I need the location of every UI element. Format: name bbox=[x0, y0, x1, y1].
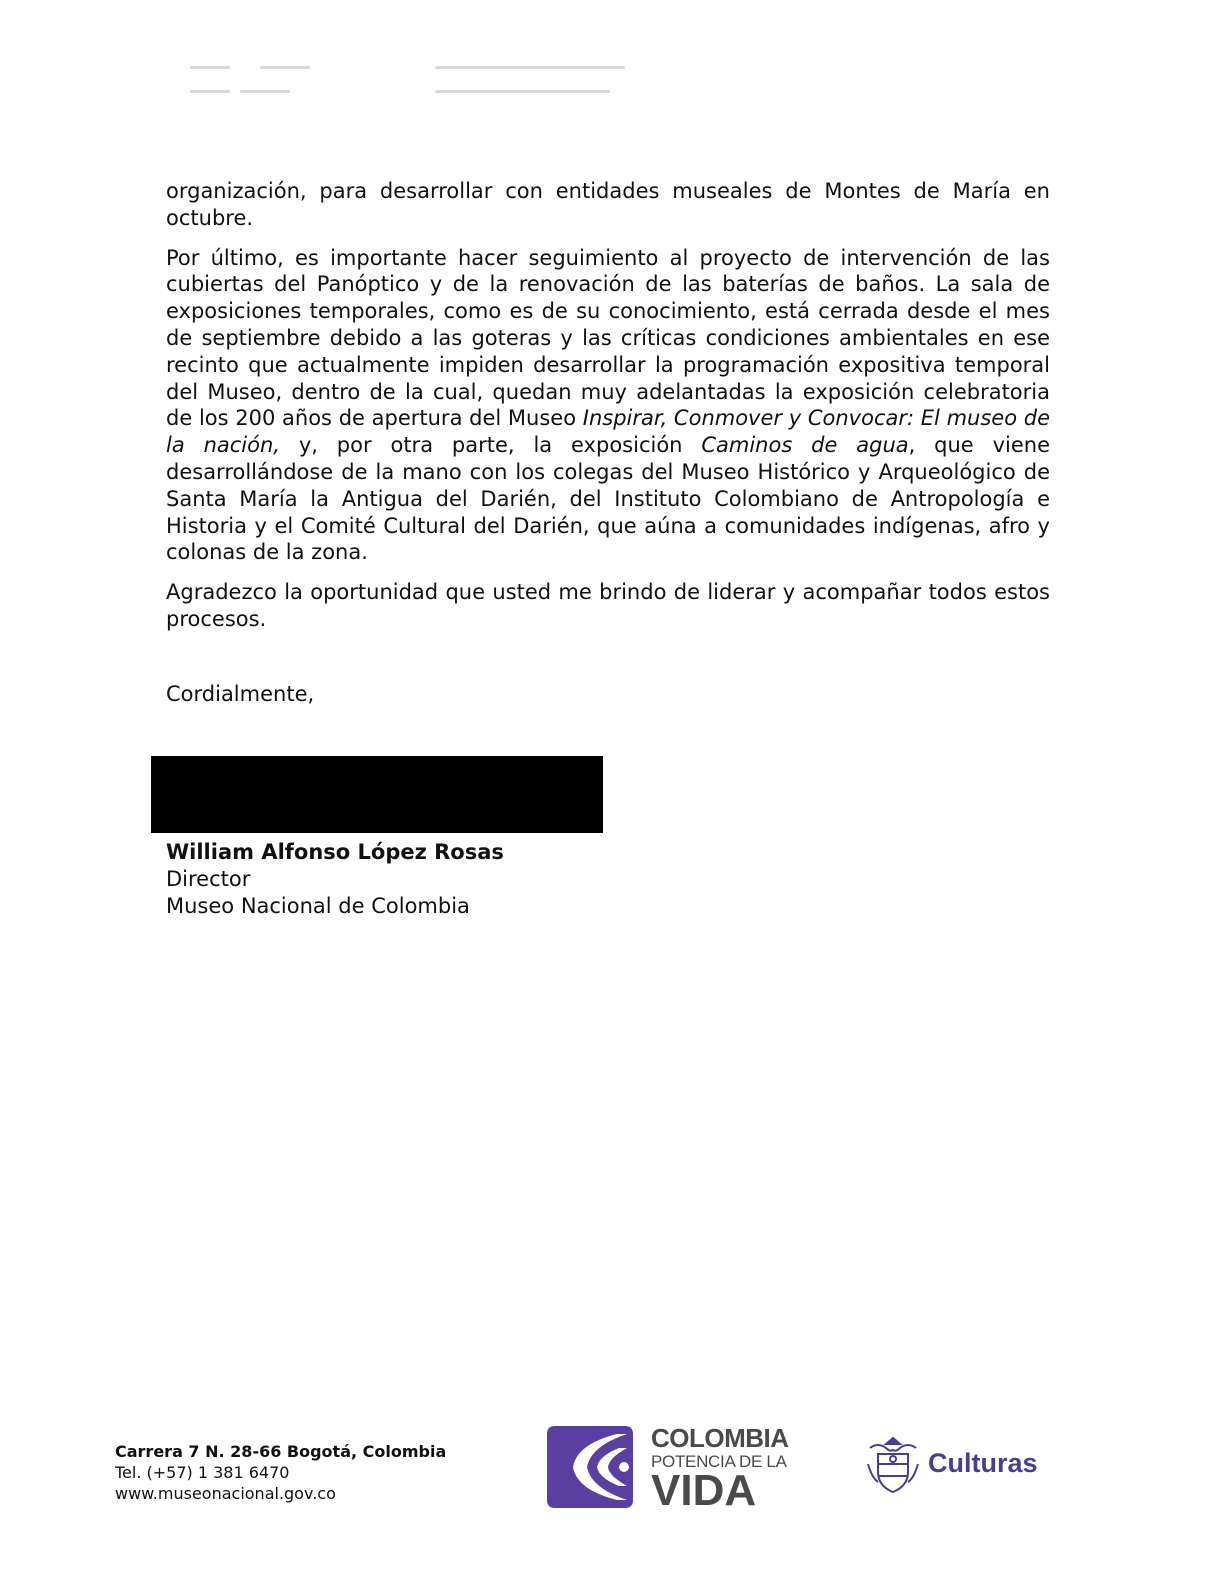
logo-line-potencia: POTENCIA DE LA bbox=[651, 1452, 787, 1471]
italic-title: Inspirar, Conmover y Convocar: El museo de la nación, bbox=[166, 406, 1050, 458]
colombia-potencia-logo bbox=[547, 1423, 789, 1515]
paragraph-text: Agradezco la oportunidad que usted me brindo de liderar y acompañar todos estos procesos. bbox=[166, 580, 1050, 631]
signer-name: William Alfonso López Rosas bbox=[166, 840, 504, 864]
letter-paragraph bbox=[166, 579, 1050, 633]
signature-block bbox=[166, 839, 504, 920]
letter-paragraph bbox=[166, 178, 1050, 232]
closing-salutation: Cordialmente, bbox=[166, 682, 315, 706]
signer-title: Director bbox=[166, 867, 251, 891]
paragraph-text: organización, para desarrollar con entidades museales de Montes de María en octubre. bbox=[166, 179, 1050, 230]
logo-line-colombia: COLOMBIA bbox=[651, 1423, 789, 1453]
paragraph-text: y, por otra parte, la exposición bbox=[279, 433, 702, 458]
colombia-logo-icon bbox=[547, 1426, 633, 1508]
signer-organization: Museo Nacional de Colombia bbox=[166, 894, 470, 918]
footer-website: www.museonacional.gov.co bbox=[115, 1484, 336, 1503]
footer-phone: Tel. (+57) 1 381 6470 bbox=[115, 1463, 290, 1482]
letter-paragraph bbox=[166, 245, 1050, 567]
header-faded-marks bbox=[180, 62, 630, 102]
footer-address: Carrera 7 N. 28-66 Bogotá, Colombia bbox=[115, 1442, 447, 1461]
redacted-signature bbox=[151, 756, 603, 833]
logo-line-vida: VIDA bbox=[651, 1466, 757, 1515]
culturas-wordmark: Culturas bbox=[928, 1448, 1038, 1478]
paragraph-text: Por último, es importante hacer seguimiento al proyecto de intervención de las cubiertas del Panóptico y de la renovación de las baterías de baños. La sala de exposiciones temporales, como es de su conocimiento, está cerrada desde el mes de septiembre debido a las goteras y las críticas condiciones ambientales en ese recinto que actualmente impiden desarrollar la programación expositiva temporal del Museo, dentro de la cual, quedan muy adelantadas la exposición celebratoria de los 200 años de apertura del Museo bbox=[166, 245, 1050, 431]
culturas-logo bbox=[864, 1434, 1044, 1498]
paragraph-text: , que viene desarrollándose de la mano con los colegas del Museo Histórico y Arqueológico de Santa María la Antigua del Darién, del Instituto Colombiano de Antropología e Historia y el Comité Cultural del Darién, que aúna a comunidades indígenas, afro y colonas de la zona. bbox=[166, 433, 1050, 565]
colombia-logo-words bbox=[651, 1423, 789, 1515]
letter-body bbox=[166, 178, 1050, 646]
italic-title: Caminos de agua bbox=[701, 433, 909, 458]
footer-contact bbox=[115, 1441, 446, 1504]
coat-of-arms-icon bbox=[864, 1434, 922, 1496]
